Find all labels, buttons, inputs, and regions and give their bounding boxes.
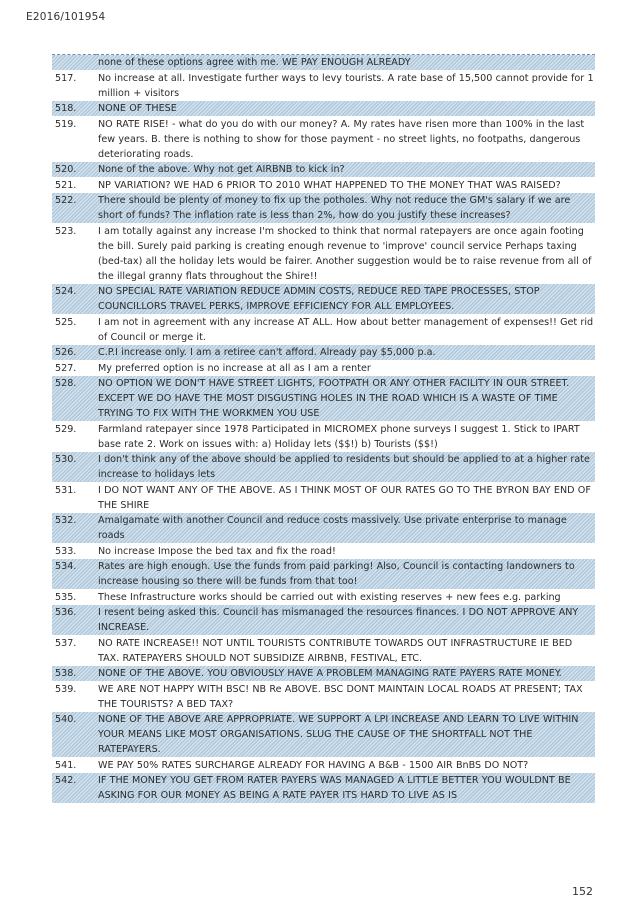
response-text: NONE OF THE ABOVE ARE APPROPRIATE. WE SUPPORT A LPI INCREASE AND LEARN TO LIVE WITHIN YOUR MEANS LIKE MOST ORGANISATIONS. SLUG THE CAUSE OF THE SHORTFALL NOT THE RATEPAYERS.	[96, 712, 595, 758]
response-text: C.P.I increase only. I am a retiree can't afford. Already pay $5,000 p.a.	[96, 345, 595, 361]
response-text: none of these options agree with me. WE PAY ENOUGH ALREADY	[96, 55, 595, 71]
response-text: These Infrastructure works should be carried out with existing reserves + new fees e.g. parking	[98, 592, 561, 603]
response-number: 541.	[55, 760, 77, 771]
response-text: Amalgamate with another Council and reduce costs massively. Use private enterprise to manage roads	[96, 513, 595, 544]
response-text: My preferred option is no increase at all as I am a renter	[98, 363, 371, 374]
response-number: 524.	[52, 284, 96, 315]
response-number: 531.	[55, 485, 77, 496]
response-number: 525.	[55, 317, 77, 328]
response-text: NO RATE INCREASE!! NOT UNTIL TOURISTS CONTRIBUTE TOWARDS OUT INFRASTRUCTURE IE BED TAX. RATEPAYERS SHOULD NOT SUBSIDIZE AIRBNB, FESTIVAL, ETC.	[98, 638, 573, 664]
response-number: 522.	[52, 193, 96, 224]
response-text: WE ARE NOT HAPPY WITH BSC! NB Re ABOVE. BSC DONT MAINTAIN LOCAL ROADS AT PRESENT; TAX THE TOURISTS? A BED TAX?	[98, 684, 583, 710]
response-row	[52, 361, 595, 377]
response-row	[52, 605, 595, 636]
response-text: Farmland ratepayer since 1978 Participated in MICROMEX phone surveys I suggest 1. Stick to IPART base rate 2. Work on issues with: a) Holiday lets ($$!) b) Tourists ($$!)	[98, 424, 580, 450]
response-row	[52, 315, 595, 346]
response-number: 539.	[55, 684, 77, 695]
response-row	[52, 193, 595, 224]
response-number: 533.	[55, 546, 77, 557]
response-number: 529.	[55, 424, 77, 435]
response-text: I resent being asked this. Council has mismanaged the resources finances. I DO NOT APPROVE ANY INCREASE.	[96, 605, 595, 636]
response-number: 523.	[55, 226, 77, 237]
response-row	[52, 559, 595, 590]
response-text: NO SPECIAL RATE VARIATION REDUCE ADMIN COSTS, REDUCE RED TAPE PROCESSES, STOP COUNCILLORS TRAVEL PERKS, IMPROVE EFFICIENCY FOR ALL EMPLOYEES.	[96, 284, 595, 315]
response-number: 537.	[55, 638, 77, 649]
response-row	[52, 284, 595, 315]
response-text: IF THE MONEY YOU GET FROM RATER PAYERS WAS MANAGED A LITTLE BETTER YOU WOULDNT BE ASKING FOR OUR MONEY AS BEING A RATE PAYER ITS HARD TO LIVE AS IS	[96, 773, 595, 804]
document-id: E2016/101954	[26, 11, 106, 23]
response-row	[52, 712, 595, 758]
response-text: NO OPTION WE DON'T HAVE STREET LIGHTS, FOOTPATH OR ANY OTHER FACILITY IN OUR STREET. EXCEPT WE DO HAVE THE MOST DISGUSTING HOLES IN THE ROAD WHICH IS A WASTE OF TIME TRYING TO FIX WITH THE WORKMEN YOU USE	[96, 376, 595, 422]
response-number: 532.	[52, 513, 96, 544]
response-number: 520.	[52, 162, 96, 178]
response-number: 534.	[52, 559, 96, 590]
response-row	[52, 55, 595, 71]
response-number: 527.	[55, 363, 77, 374]
response-text: There should be plenty of money to fix up the potholes. Why not reduce the GM's salary if we are short of funds? The inflation rate is less than 2%, how do you justify these increases?	[96, 193, 595, 224]
response-number: 540.	[52, 712, 96, 758]
response-number: 517.	[55, 73, 77, 84]
response-number: 519.	[55, 119, 77, 130]
response-number: 536.	[52, 605, 96, 636]
response-row	[52, 178, 595, 194]
response-row	[52, 224, 595, 285]
response-row	[52, 422, 595, 453]
response-row	[52, 636, 595, 667]
response-number: 542.	[52, 773, 96, 804]
response-row	[52, 345, 595, 361]
response-text: NONE OF THE ABOVE. YOU OBVIOUSLY HAVE A PROBLEM MANAGING RATE PAYERS RATE MONEY.	[96, 666, 595, 682]
response-number: 521.	[55, 180, 77, 191]
response-number: 538.	[52, 666, 96, 682]
response-row	[52, 544, 595, 560]
response-text: No increase at all. Investigate further ways to levy tourists. A rate base of 15,500 cannot provide for 1 million + visitors	[98, 73, 594, 99]
response-text: NO RATE RISE! - what do you do with our money? A. My rates have risen more than 100% in the last few years. B. there is nothing to show for those payment - no street lights, no footpaths, dangerous deteriorating roads.	[98, 119, 585, 160]
response-row	[52, 682, 595, 713]
response-text: I am totally against any increase I'm shocked to think that normal ratepayers are once again footing the bill. Surely paid parking is creating enough revenue to 'improve' council service Perhaps taxing (bed-tax) all the holiday lets would be fairer. Another suggestion would be to raise revenue from all of the illegal granny flats throughout the Shire!!	[98, 226, 592, 282]
response-number: 526.	[52, 345, 96, 361]
response-row	[52, 666, 595, 682]
response-row	[52, 117, 595, 163]
response-number: 530.	[52, 452, 96, 483]
response-row	[52, 101, 595, 117]
responses-body	[52, 55, 595, 804]
response-row	[52, 483, 595, 514]
response-text: I don't think any of the above should be applied to residents but should be applied to at a higher rate increase to holidays lets	[96, 452, 595, 483]
response-text: NONE OF THESE	[96, 101, 595, 117]
response-row	[52, 758, 595, 774]
response-row	[52, 71, 595, 102]
response-text: I DO NOT WANT ANY OF THE ABOVE. AS I THINK MOST OF OUR RATES GO TO THE BYRON BAY END OF THE SHIRE	[98, 485, 591, 511]
response-row	[52, 452, 595, 483]
response-text: NP VARIATION? WE HAD 6 PRIOR TO 2010 WHAT HAPPENED TO THE MONEY THAT WAS RAISED?	[98, 180, 561, 191]
response-text: I am not in agreement with any increase AT ALL. How about better management of expenses!! Get rid of Council or merge it.	[98, 317, 594, 343]
response-number	[52, 55, 96, 71]
responses-table	[52, 54, 595, 804]
response-row	[52, 590, 595, 606]
response-number: 535.	[55, 592, 77, 603]
response-text: No increase Impose the bed tax and fix the road!	[98, 546, 336, 557]
response-text: WE PAY 50% RATES SURCHARGE ALREADY FOR HAVING A B&B - 1500 AIR BnBS DO NOT?	[98, 760, 529, 771]
response-row	[52, 513, 595, 544]
response-number: 518.	[52, 101, 96, 117]
response-row	[52, 773, 595, 804]
response-text: None of the above. Why not get AIRBNB to kick in?	[96, 162, 595, 178]
response-text: Rates are high enough. Use the funds from paid parking! Also, Council is contacting landowners to increase housing so there will be funds from that too!	[96, 559, 595, 590]
response-row	[52, 376, 595, 422]
page-number: 152	[572, 885, 593, 898]
response-row	[52, 162, 595, 178]
response-number: 528.	[52, 376, 96, 422]
